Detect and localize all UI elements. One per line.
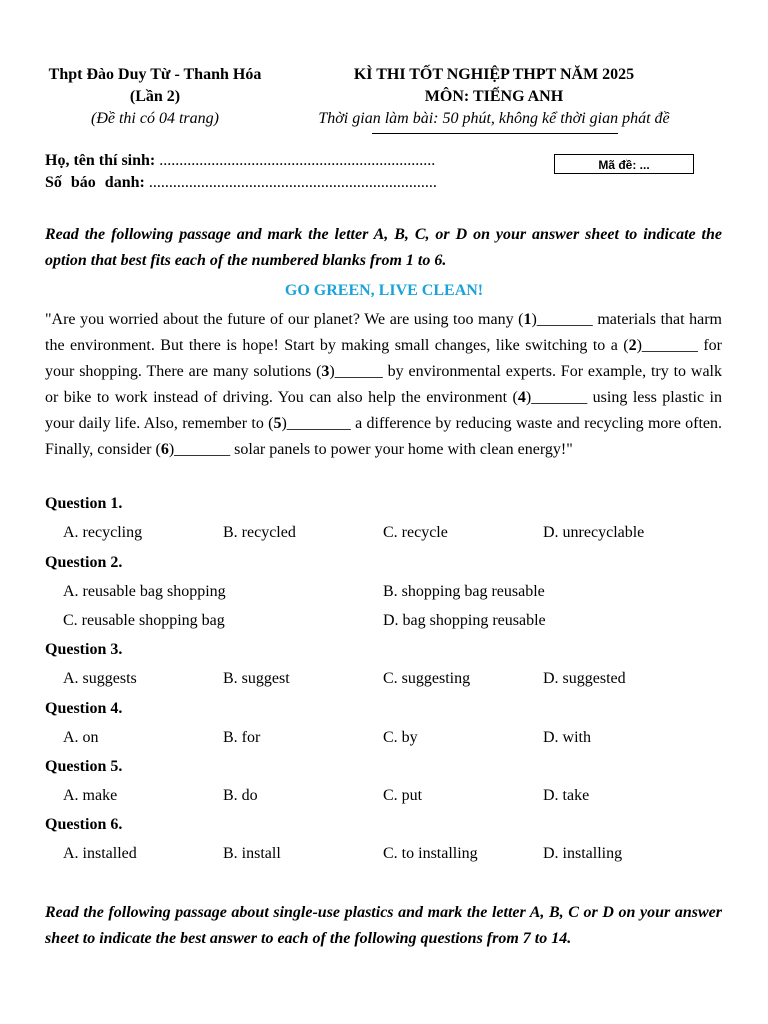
section2-instruction: Read the following passage about single-use plastics and mark the letter A, B, C or D on your answer sheet to indicate the best answer to each of the following questions from 7 to 14. [45,904,722,947]
option-d[interactable]: D. bag shopping reusable [383,612,546,629]
option-c[interactable]: C. recycle [383,524,448,541]
blank-number: 5 [273,415,282,432]
option-d[interactable]: D. with [543,729,591,746]
candidate-id-dots: ........................................................................ [144,174,437,191]
passage-segment: )_______ materials that harm the environment. But there is hope! Start by making small changes, like switching to a ( [45,311,722,354]
time-note: Thời gian làm bài: 50 phút, không kể thời gian phát đề [318,110,670,127]
option-a[interactable]: A. suggests [63,670,137,687]
passage-segment: )_______ for your shopping. There are many solutions ( [45,337,722,380]
exam-code-box: Mã đề: ... [554,154,694,174]
option-a[interactable]: A. reusable bag shopping [63,583,226,600]
option-c[interactable]: C. suggesting [383,670,471,687]
question-1 [45,491,745,549]
subject: MÔN: TIẾNG ANH [424,88,564,105]
option-c[interactable]: C. put [383,787,423,804]
options-row [45,608,745,637]
question-2 [45,550,745,637]
option-b[interactable]: B. for [223,729,261,746]
passage-segment: )_______ using less plastic in your daily life. Also, remember to ( [45,389,722,432]
option-a[interactable]: A. installed [63,845,137,862]
question-3 [45,637,745,695]
question-label: Question 2. [45,554,123,571]
option-a[interactable]: A. recycling [63,524,143,541]
options-row [45,841,745,870]
options-row [45,520,745,549]
passage-segment: )________ a difference by reducing waste and recycling more often. Finally, consider ( [45,415,723,458]
header-divider [372,133,618,134]
candidate-name-label: Họ, tên thí sinh: [45,152,156,169]
question-5 [45,754,745,812]
candidate-name-dots: ..................................................................... [155,152,436,169]
blank-number: 3 [321,363,330,380]
blank-number: 2 [628,337,637,354]
option-c[interactable]: C. reusable shopping bag [63,612,225,629]
options-row [45,783,745,812]
option-b[interactable]: B. suggest [223,670,290,687]
candidate-id-row[interactable] [45,172,437,194]
question-6 [45,812,745,870]
school-name: Thpt Đào Duy Từ - Thanh Hóa [48,66,262,83]
candidate-id-label: Số báo danh: [45,174,145,191]
options-row [45,579,745,608]
option-d[interactable]: D. unrecyclable [543,524,645,541]
pages-note: (Đề thi có 04 trang) [91,110,219,127]
blank-number: 6 [160,441,169,458]
passage-segment: )_______ solar panels to power your home with clean energy!" [168,441,573,458]
option-b[interactable]: B. recycled [223,524,296,541]
option-a[interactable]: A. on [63,729,99,746]
passage-segment: "Are you worried about the future of our planet? We are using too many ( [45,311,524,328]
blank-number: 4 [517,389,526,406]
section1-instruction: Read the following passage and mark the letter A, B, C, or D on your answer sheet to indicate the option that best fits each of the numbered blanks from 1 to 6. [45,226,722,269]
option-a[interactable]: A. make [63,787,118,804]
option-d[interactable]: D. installing [543,845,623,862]
candidate-name-row[interactable] [45,150,437,172]
options-row [45,666,745,695]
option-c[interactable]: C. by [383,729,418,746]
question-4 [45,696,745,754]
question-label: Question 6. [45,816,123,833]
passage-segment: )______ by environmental experts. For example, try to walk or bike to work instead of driving. You can also help the environment ( [45,363,723,406]
passage-title: GO GREEN, LIVE CLEAN! [284,282,484,299]
options-row [45,725,745,754]
candidate-info [45,150,437,194]
option-d[interactable]: D. take [543,787,590,804]
option-b[interactable]: B. do [223,787,258,804]
option-d[interactable]: D. suggested [543,670,626,687]
attempt-number: (Lần 2) [129,88,181,105]
question-label: Question 4. [45,700,123,717]
option-b[interactable]: B. shopping bag reusable [383,583,545,600]
option-b[interactable]: B. install [223,845,281,862]
question-label: Question 3. [45,641,123,658]
exam-title: KÌ THI TỐT NGHIỆP THPT NĂM 2025 [353,66,635,83]
question-label: Question 1. [45,495,123,512]
exam-header [0,64,768,136]
passage-text [45,307,722,463]
option-c[interactable]: C. to installing [383,845,478,862]
question-label: Question 5. [45,758,123,775]
blank-number: 1 [523,311,532,328]
